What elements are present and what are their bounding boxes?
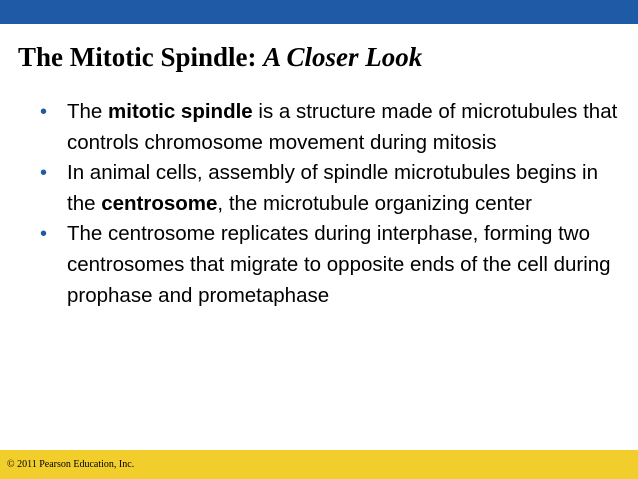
bullet-2-text-start: In animal cells, assembly of spindle microtubules begins in the [67, 161, 598, 215]
bullet-1-term: mitotic spindle [108, 100, 253, 123]
bullet-2-term: centrosome [101, 191, 218, 215]
copyright-notice: © 2011 Pearson Education, Inc. [7, 459, 135, 470]
slide-title [18, 40, 422, 74]
slide-title-subtitle: A Closer Look [263, 42, 423, 72]
bullet-dot-icon: • [40, 101, 48, 123]
bullet-2-text-end: , the microtubule organizing center [217, 191, 532, 215]
bullet-1-text-start: The [67, 100, 109, 123]
bullet-dot-icon: • [40, 162, 48, 185]
bullet-item-2 [40, 158, 630, 219]
bullet-list [40, 97, 630, 311]
bullet-3-text: The centrosome replicates during interphase, forming two centrosomes that migrate to opposite ends of the cell during prophase and prometaphase [67, 222, 611, 307]
slide-title-main: The Mitotic Spindle: [18, 42, 257, 72]
bullet-item-1 [40, 97, 630, 158]
footer-bar [0, 450, 638, 479]
bullet-dot-icon: • [40, 223, 48, 246]
top-banner-bar [0, 0, 638, 24]
bullet-item-3 [40, 219, 630, 311]
bullet-1-text-end: is a structure made of microtubules that controls chromosome movement during mitosis [67, 100, 618, 154]
